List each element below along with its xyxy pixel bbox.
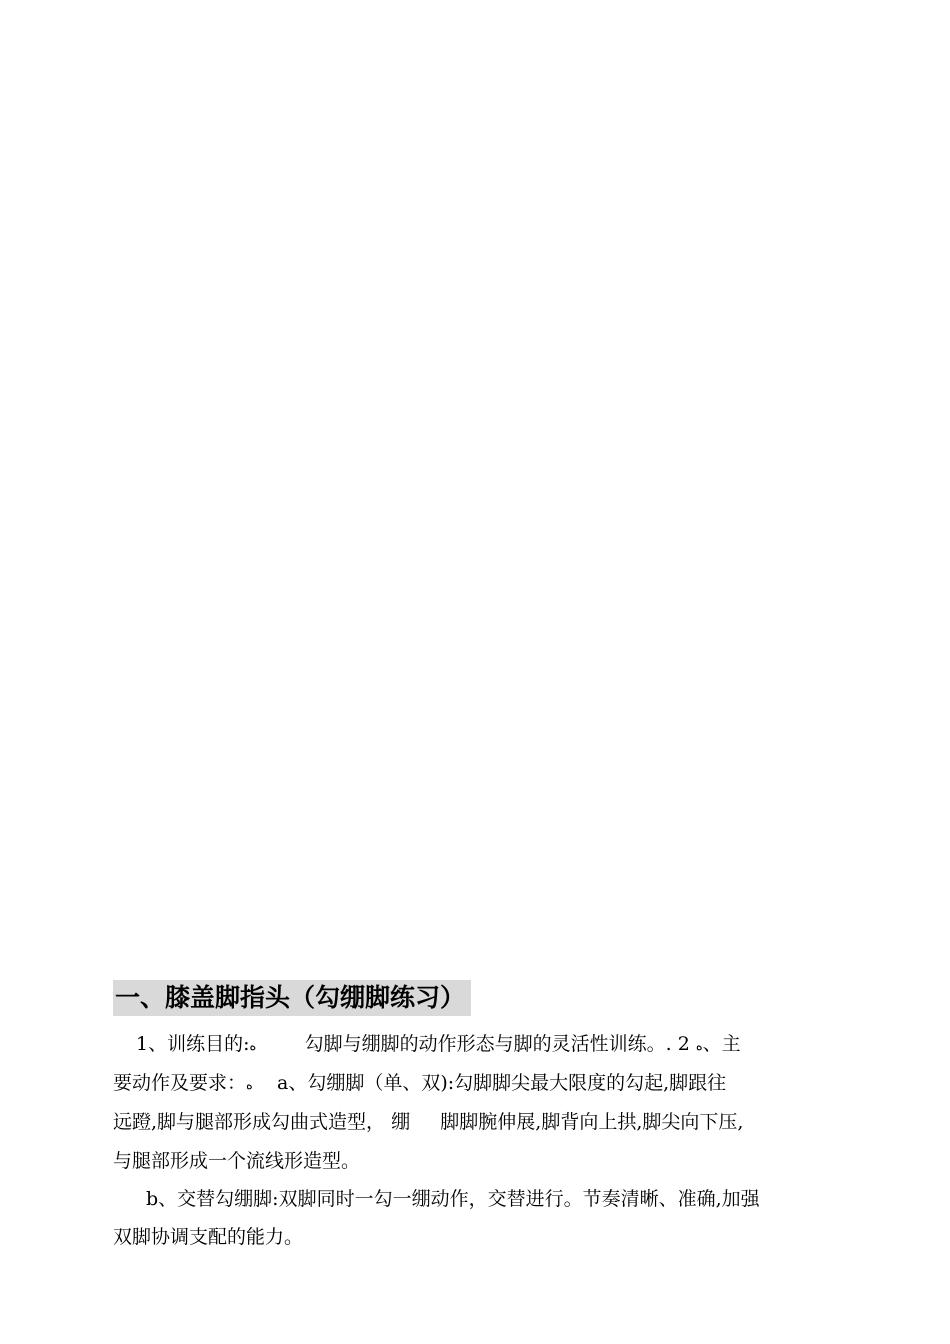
- line-1-text-b: 勾脚与绷脚的动作形态与脚的灵活性训练。. 2: [256, 1033, 696, 1055]
- line-2-text-b: a、勾绷脚（单、双):勾脚脚尖最大限度的勾起,脚跟往: [252, 1072, 727, 1094]
- paragraph-line-3: 远蹬,脚与腿部形成勾曲式造型， 绷 脚脚腕伸展,脚背向上拱,脚尖向下压,: [113, 1111, 744, 1133]
- line-1-text-a: 1、训练目的:: [136, 1033, 250, 1055]
- paragraph-line-4: 与腿部形成一个流线形造型。: [113, 1150, 361, 1172]
- section-heading: 一、膝盖脚指头（勾绷脚练习）: [113, 980, 471, 1016]
- line-2-text-a: 要动作及要求：: [113, 1072, 247, 1094]
- line-2-mark: ه: [246, 1078, 253, 1093]
- line-1-mark: ه: [249, 1039, 257, 1054]
- line-1-text-c: 、主: [702, 1033, 741, 1055]
- paragraph-line-6: 双脚协调支配的能力。: [113, 1226, 304, 1248]
- line-1-mark-2: ه: [695, 1039, 703, 1054]
- paragraph-line-2: [113, 1070, 726, 1099]
- paragraph-line-1: [136, 1031, 741, 1060]
- paragraph-line-5: b、交替勾绷脚:双脚同时一勾一绷动作，交替进行。节奏清晰、准确,加强: [146, 1188, 760, 1210]
